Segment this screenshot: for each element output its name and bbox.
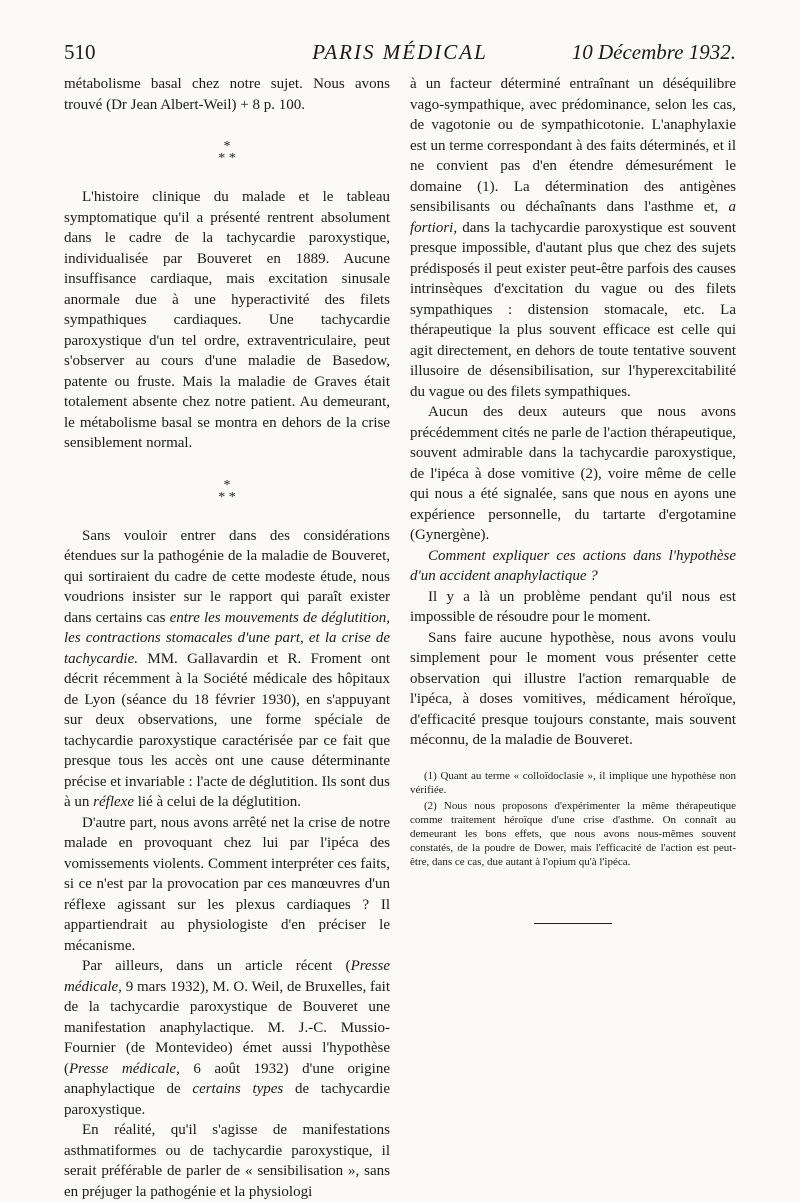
section-separator <box>64 477 390 505</box>
section-separator <box>64 141 390 165</box>
paragraph-pathogeny: Sans vouloir entrer dans des considérations étendues sur la pathogénie de la maladie de Bouveret, qui sortiraient du cadre de cette modeste étude, nous voudrions insister sur le rapport qui paraît exister dans certains cas entre les mouvements de déglutition, les contractions stomacales d'une part, et la crise de tachycardie. MM. Gallavardin et R. Froment ont décrit récemment à la Société médicale des hôpitaux de Lyon (séance du 18 février 1930), en s'appuyant sur deux observations, une forme spéciale de tachycardie paroxystique caractérisée par ce fait que presque tous les accès ont une cause déterminante précise et invariable : l'acte de déglutition. Ils sont dus à un réflexe lié à celui de la déglutition. <box>64 527 390 810</box>
footnote-1: (1) Quant au terme « colloïdoclasie », il implique une hypothèse non vérifiée. <box>410 769 736 796</box>
end-rule <box>534 923 612 924</box>
footnote-2: (2) Nous nous proposons d'expérimenter la même thérapeutique comme traitement héroïque d'une crise d'asthme. On connaît au demeurant les bons effets, que nous avons nous-mêmes souvent constatés, de la poudre de Dower, mais l'efficacité de l'action est peut-être, dans ce cas, due autant à l'opium qu'à l'ipéca. <box>410 799 736 868</box>
paragraph-therapeutics: Aucun des deux auteurs que nous avons précédemment cités ne parle de l'action thérapeutique, souvent admirable dans la tachycardie paroxystique, de l'ipéca à dose vomitive (2), voire même de celle qui nous a été signalée, sans que nous en ayons une expérience personnelle, du tartarte d'ergotamine (Gynergène). <box>410 404 736 543</box>
page-header <box>64 40 736 70</box>
issue-date: 10 Décembre 1932. <box>571 40 736 64</box>
page-number: 510 <box>64 40 96 64</box>
paragraph-sensibilisation: En réalité, qu'il s'agisse de manifestations asthmatiformes ou de tachycardie paroxystique, il serait préférable de parler de « sensibilisation », sans en préjuger la pathogénie et la physiologi <box>64 1122 390 1200</box>
separator-stars: * * <box>218 151 236 166</box>
paragraph-reflex: D'autre part, nous avons arrêté net la crise de notre malade en provoquant chez lui par l'ipéca des vomissements violents. Comment interpréter ces faits, si ce n'est par la provocation par ces manœuvres d'un réflexe agissant sur les plexus cardiaques ? Il appartiendrait au physiologiste d'en préciser le mécanisme. <box>64 814 390 954</box>
continued-paragraph: métabolisme basal chez notre sujet. Nous avons trouvé (Dr Jean Albert-Weil) + 8 p. 100. <box>64 76 390 113</box>
paragraph-question: Comment expliquer ces actions dans l'hypothèse d'un accident anaphylactique ? <box>410 547 736 584</box>
left-column <box>64 74 390 1202</box>
paragraph-conclusion: Sans faire aucune hypothèse, nous avons voulu simplement pour le moment vous présenter cette observation qui illustre l'action remarquable de l'ipéca, à doses vomitives, médicament héroïque, d'efficacité presque toujours constante, mais souvent méconnu, de la maladie de Bouveret. <box>410 629 736 748</box>
continued-paragraph: à un facteur déterminé entraînant un déséquilibre vago-sympathique, avec prédominance, selon les cas, de vagotonie ou de sympathicotonie. L'anaphylaxie est un terme correspondant à des faits déterminés, et il ne convient pas d'en étendre démesurément le domaine (1). La détermination des antigènes sensibilisants ou déchaînants dans l'asthme et, a fortiori, dans la tachycardie paroxystique est souvent presque impossible, d'autant plus que chez des sujets prédisposés il peut exister peut-être parfois des causes intrinsèques d'excitation du vague ou des filets sympathiques : distension stomacale, etc. La thérapeutique la plus souvent efficace est celle qui agit directement, en dehors de toute tentative souvent illusoire de désensibilisation, sur l'hyperexcitabilité du vague ou des filets sympathiques. <box>410 76 736 400</box>
separator-star: * <box>223 139 231 154</box>
paragraph-clinical-history: L'histoire clinique du malade et le tableau symptomatique qu'il a présenté rentrent absolument dans le cadre de la tachycardie paroxystique, individualisée par Bouveret en 1889. Aucune insuffisance cardiaque, mais excitation sinusale anormale due à une hyperactivité des filets sympathiques cardiaques. Une tachycardie paroxystique d'un tel ordre, extraventriculaire, peut s'observer au cours d'une maladie de Basedow, patente ou fruste. Mais la maladie de Graves était totalement absente chez notre patient. Au demeurant, le métabolisme basal se montra en dehors de la crise sensiblement normal. <box>64 189 390 451</box>
paragraph-problem: Il y a là un problème pendant qu'il nous est impossible de résoudre pour le moment. <box>410 588 736 625</box>
separator-stars: * * <box>218 489 236 505</box>
journal-title: PARIS MÉDICAL <box>312 40 488 64</box>
footnotes <box>410 769 736 869</box>
separator-star: * <box>223 477 231 493</box>
paragraph-anaphylaxis: Par ailleurs, dans un article récent (Presse médicale, 9 mars 1932), M. O. Weil, de Bruxelles, fait de la tachycardie paroxystique de Bouveret une manifestation anaphylactique. M. J.-C. Mussio-Fournier (de Montevideo) émet aussi l'hypothèse (Presse médicale, 6 août 1932) d'une origine anaphylactique de certains types de tachycardie paroxystique. <box>64 958 391 1118</box>
right-column <box>410 74 736 924</box>
